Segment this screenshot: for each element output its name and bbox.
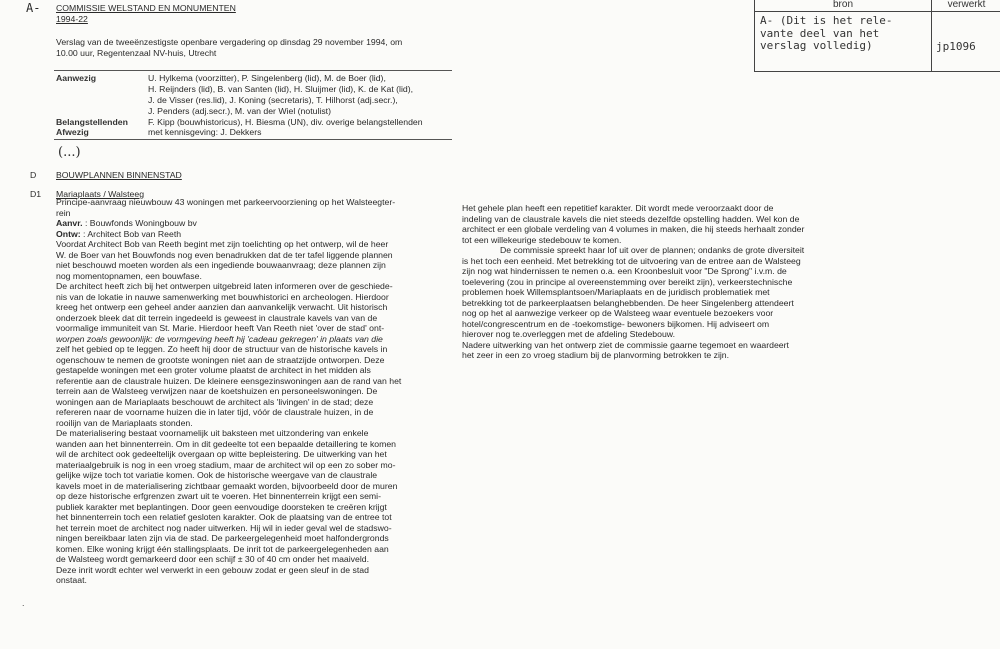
source-note — [760, 15, 892, 53]
body-line: komen. Elke woning krijgt één stallingsplaats. De inrit tot de parkeergelegenheden aan — [56, 543, 389, 554]
body-line: gelijke wijze toch tot variatie komen. Ook de historische weergave van de claustrale — [56, 470, 378, 480]
right-body-line: hotel/congrescentrum en de -toekomstige- bewoners bijkomen. Hij adviseert om — [462, 318, 770, 329]
designer-line — [56, 229, 181, 239]
handwritten-ellipsis: (...) — [58, 145, 81, 160]
right-body-line: Het gehele plan heeft een repetitief karakter. Dit wordt mede veroorzaakt door de — [462, 203, 774, 213]
right-body-line: indeling van de claustrale kavels die niet steeds dezelfde opstelling hadden. Wel kon de — [462, 213, 800, 224]
source-note-line: verslag volledig) — [760, 39, 873, 52]
right-body-line: zijn nog wat hindernissen te nemen o.a. een Kroonbesluit voor "De Sprong" i.v.m. de — [462, 266, 787, 276]
intro-line-1: Verslag van de tweeënzestigste openbare vergadering op dinsdag 29 november 1994, om — [56, 37, 403, 47]
right-body-line: toelevering (zou in principe al overeenstemming over bereikt zijn), verkeerstechnische — [462, 276, 793, 287]
body-line: nog momentopnamen, een bouwfase. — [56, 270, 202, 281]
right-body-line: De commissie spreekt haar lof uit over de plannen; ondanks de grote diversiteit — [500, 245, 805, 255]
body-line: nis van de lokatie in nauwe samenwerking met bouwhistorici en archeologen. Hierdoor — [56, 291, 389, 302]
body-line: ningen bereikbaar laten zijn via de stad. De parkeergelegenheid moet halfondergronds — [56, 533, 389, 543]
processed-column-header: verwerkt — [932, 0, 1000, 12]
body-line: rein — [56, 207, 71, 218]
body-line: het terrein moet de architect nog nader uitwerken. Hij wil in ieder geval wel de stadswo- — [56, 522, 392, 533]
applicant-value: : Bouwfonds Woningbouw bv — [84, 218, 197, 228]
divider-bottom — [54, 139, 452, 140]
stakeholders-label: Belangstellenden — [56, 117, 128, 127]
right-body-line: nog op het al aanwezige verkeer op de Walsteeg waar eventuele bezoekers voor — [462, 308, 774, 318]
body-line: referentie aan de claustrale huizen. De kleinere eensgezinswoningen aan de rand van het — [56, 375, 402, 386]
section-title: BOUWPLANNEN BINNENSTAD — [56, 170, 182, 180]
right-body-line: problemen hoek Willemsplantsoen/Mariaplaats en de juridisch problematiek met — [462, 287, 770, 297]
document-title: COMMISSIE WELSTAND EN MONUMENTEN — [56, 3, 236, 13]
body-line: Principe-aanvraag nieuwbouw 43 woningen met parkeervoorziening op het Walsteegter- — [56, 197, 396, 207]
present-line: H. Reijnders (lid), B. van Santen (lid), H. Sluijmer (lid), K. de Kat (lid), — [148, 84, 414, 94]
applicant-line — [56, 218, 197, 228]
body-line: de Walsteeg wordt gemarkeerd door een schijf ± 30 of 40 cm onder het maaiveld. — [56, 554, 370, 564]
body-line: onstaat. — [56, 575, 87, 585]
right-body-line: het zeer in een zo vroeg stadium bij de planvorming betrokken te zijn. — [462, 350, 730, 360]
item-title: Mariaplaats / Walsteeg — [56, 189, 145, 199]
intro-line-2: 10.00 uur, Regentenzaal NV-huis, Utrecht — [56, 48, 217, 58]
body-line: worpen zoals gewoonlijk: de vormgeving heeft hij 'cadeau gekregen' in plaats van die — [56, 333, 383, 344]
body-line: publiek karakter met beplantingen. Door geen eenvoudige doorsteken te creëren krijgt — [56, 501, 387, 512]
source-box — [754, 0, 1000, 72]
body-line: wil de architect ook gedeeltelijk overgaan op witte bepleistering. De uitwerking van het — [56, 449, 387, 459]
absent-label: Afwezig — [56, 127, 89, 137]
body-line: niet beschouwd moeten worden als een ingediende bouwaanvraag; deze plannen zijn — [56, 260, 386, 270]
body-line: Voordat Architect Bob van Reeth begint met zijn toelichting op het ontwerp, wil de heer — [56, 239, 389, 249]
designer-label: Ontw: — [56, 228, 81, 239]
body-line: De architect heeft zich bij het ontwerpen uitgebreid laten informeren over de geschiede- — [56, 281, 393, 291]
document-number: 1994-22 — [56, 14, 88, 24]
stray-mark: . — [22, 598, 25, 608]
right-body-line: tot een willekeurige stedebouw te komen. — [462, 234, 622, 245]
body-line: zelf het gebied op te leggen. Zo heeft hij door de structuur van de historische kavels in — [56, 344, 388, 354]
body-line: refereren naar de voorname huizen die in later tijd, vóór de claustrale huizen, in de — [56, 407, 374, 417]
body-line: wanden aan het binnenterrein. Om in dit gedeelte tot een bepaalde detaillering te komen — [56, 438, 397, 449]
body-line: kreeg het ontwerp een geheel ander aanzien dan aanvankelijk verwacht. Uit historisch — [56, 302, 388, 312]
source-note-line: A- (Dit is het rele- — [760, 14, 893, 27]
body-line: onderzoek bleek dat dit terrein ingedeeld is geweest in claustrale kavels van van de — [56, 312, 378, 323]
right-body-line: betrekking tot de parkeerplaatsen belanghebbenden. De heer Singelenberg attendeert — [462, 297, 794, 308]
source-column-header: bron — [755, 0, 931, 12]
body-line: op deze historische erfgrenzen zwart uit te voeren. Het binnenterrein krijgt een semi- — [56, 491, 381, 501]
processed-code: jp1096 — [936, 40, 976, 53]
right-body-line: is het toch een eenheid. Met betrekking tot de uitvoering van de entree aan de Walsteeg — [462, 255, 801, 266]
body-line: materiaalgebruik is nog in een vroeg stadium, maar de architect wil op een zo sober mo- — [56, 459, 396, 470]
body-line: ogenschouw te nemen de grootste woningen niet aan de straatzijde ontworpen. Deze — [56, 354, 385, 365]
body-line: W. de Boer van het Bouwfonds nog even benadrukken dat de ter tafel liggende plannen — [56, 249, 393, 260]
right-body-line: architect er een globale verdeling van 4 volumes in maken, die hij steeds herhaalt zonder — [462, 224, 805, 234]
body-line: gestapelde woningen met een groter volume plaatst de architect in het midden als — [56, 365, 371, 375]
body-line: De materialisering bestaat voornamelijk uit baksteen met uitzondering van enkele — [56, 428, 369, 438]
absent-value: met kennisgeving: J. Dekkers — [148, 127, 262, 137]
source-note-line: vante deel van het — [760, 26, 880, 40]
present-line: J. Penders (adj.secr.), M. van der Wiel (notulist) — [148, 106, 331, 116]
column-divider — [931, 0, 932, 71]
applicant-label: Aanvr. — [56, 218, 83, 228]
present-label: Aanwezig — [56, 73, 97, 83]
section-number-d1: D1 — [30, 189, 42, 199]
body-line: woningen aan de Mariaplaats beschouwt de architect als 'livingen' in de stad; deze — [56, 396, 374, 407]
body-line: rooilijn van de Mariaplaats stonden. — [56, 417, 193, 428]
stakeholders-value: F. Kipp (bouwhistoricus), H. Biesma (UN), div. overige belangstellenden — [148, 117, 423, 127]
body-line: het binnenterrein toch een relatief gesloten karakter. Ook de plaatsing van de entree tot — [56, 512, 392, 522]
a-mark: A- — [26, 1, 41, 15]
divider-top — [54, 70, 452, 71]
present-line: J. de Visser (res.lid), J. Koning (secretaris), T. Hilhorst (adj.secr.), — [148, 95, 398, 105]
present-line: U. Hylkema (voorzitter), P. Singelenberg (lid), M. de Boer (lid), — [148, 73, 386, 83]
body-line: kavels moet in de materialisering zichtbaar gemaakt worden, bijvoorbeeld door de muren — [56, 480, 398, 491]
right-body-line: hierover nog te.overleggen met de afdeling Stedebouw. — [462, 329, 675, 339]
body-line: voormalige immuniteit van St. Marie. Hierdoor heeft Van Reeth niet 'over de stad' ont- — [56, 323, 385, 333]
designer-value: : Architect Bob van Reeth — [83, 228, 182, 239]
section-letter-d: D — [30, 170, 37, 180]
right-body-line: Nadere uitwerking van het ontwerp ziet de commissie gaarne tegemoet en waardeert — [462, 339, 789, 350]
body-line: terrein aan de Walsteeg verwijzen naar de koetshuizen en personeelswoningen. De — [56, 386, 378, 396]
body-line: Deze inrit wordt echter wel verwerkt in een gebouw zodat er geen sleuf in de stad — [56, 564, 369, 575]
